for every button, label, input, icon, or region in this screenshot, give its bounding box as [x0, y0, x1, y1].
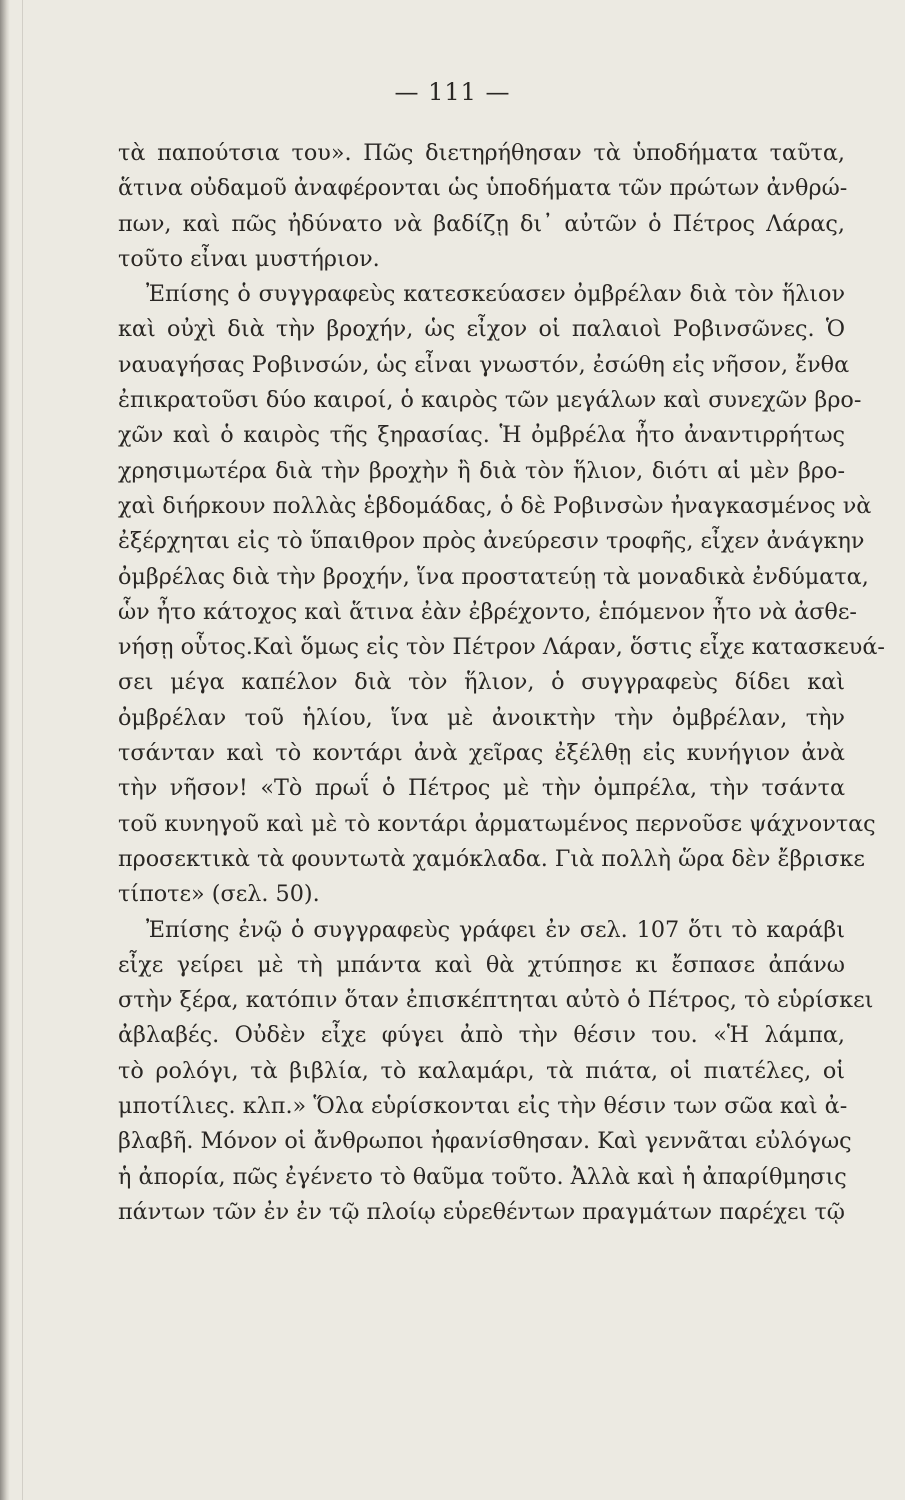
text-line: χαὶ διήρκουν πολλὰς ἑβδομάδας, ὁ δὲ Ροβινσὼν ἠναγκασμένος νὰ	[118, 492, 872, 519]
text-line: πων, καὶ πῶς ἠδύνατο νὰ βαδίζῃ δι᾽ αὐτῶν ὁ Πέτρος Λάρας,	[118, 210, 845, 237]
text-line: τίποτε» (σελ. 50).	[118, 881, 320, 908]
text-line: Ἐπίσης ἐνῷ ὁ συγγραφεὺς γράφει ἐν σελ. 107 ὅτι τὸ καράβι	[146, 916, 845, 943]
text-line: ὀμβρέλας διὰ τὴν βροχήν, ἵνα προστατεύῃ τὰ μοναδικὰ ἐνδύματα,	[118, 563, 869, 590]
text-line: καὶ οὐχὶ διὰ τὴν βροχήν, ὡς εἶχον οἱ παλαιοὶ Ροβινσῶνες. Ὁ	[118, 316, 845, 343]
text-line: νήσῃ οὗτος.Καὶ ὅμως εἰς τὸν Πέτρον Λάραν, ὅστις εἶχε κατασκευά-	[118, 634, 885, 661]
paragraph-3	[118, 913, 874, 1231]
text-line: μποτίλιες. κλπ.» Ὅλα εὑρίσκονται εἰς τὴν θέσιν των σῶα καὶ ἀ-	[118, 1093, 848, 1120]
text-line: χρησιμωτέρα διὰ τὴν βροχὴν ἢ διὰ τὸν ἥλιον, διότι αἱ μὲν βρο-	[118, 457, 845, 484]
text-line: ἀβλαβές. Οὐδὲν εἶχε φύγει ἀπὸ τὴν θέσιν του. «Ἡ λάμπα,	[118, 1022, 845, 1049]
text-line: ὧν ἦτο κάτοχος καὶ ἅτινα ἐὰν ἐβρέχοντο, ἑπόμενον ἦτο νὰ ἀσθε-	[118, 598, 857, 625]
text-line: στὴν ξέρα, κατόπιν ὅταν ἐπισκέπτηται αὐτὸ ὁ Πέτρος, τὸ εὑρίσκει	[118, 987, 874, 1014]
text-line: ναυαγήσας Ροβινσών, ὡς εἶναι γνωστόν, ἐσώθη εἰς νῆσον, ἔνθα	[118, 351, 850, 378]
page-number: — 111 —	[394, 78, 511, 106]
text-line: τὰ παπούτσια του». Πῶς διετηρήθησαν τὰ ὑποδήματα ταῦτα,	[118, 140, 845, 166]
text-line: χῶν καὶ ὁ καιρὸς τῆς ξηρασίας. Ἡ ὀμβρέλα ἦτο ἀναντιρρήτως	[118, 422, 845, 449]
page-edge-line	[22, 0, 23, 1500]
paragraph-1	[118, 136, 848, 277]
text-line: πάντων τῶν ἐν ἐν τῷ πλοίῳ εὑρεθέντων πραγμάτων παρέχει τῷ	[118, 1198, 845, 1225]
text-line: τσάνταν καὶ τὸ κοντάρι ἀνὰ χεῖρας ἐξέλθῃ εἰς κυνήγιον ἀνὰ	[118, 740, 845, 767]
text-line: σει μέγα καπέλον διὰ τὸν ἥλιον, ὁ συγγραφεὺς δίδει καὶ	[118, 669, 845, 696]
text-line: τοῦ κυνηγοῦ καὶ μὲ τὸ κοντάρι ἀρματωμένος περνοῦσε ψάχνοντας	[118, 810, 876, 837]
text-line: τοῦτο εἶναι μυστήριον.	[118, 245, 380, 272]
text-line: προσεκτικὰ τὰ φουντωτὰ χαμόκλαδα. Γιὰ πολλὴ ὥρα δὲν ἔβρισκε	[118, 845, 865, 872]
text-line: ἐξέρχηται εἰς τὸ ὕπαιθρον πρὸς ἀνεύρεσιν τροφῆς, εἶχεν ἀνάγκην	[118, 528, 865, 555]
paragraph-2	[118, 277, 885, 912]
text-line: τὸ ρολόγι, τὰ βιβλία, τὸ καλαμάρι, τὰ πιάτα, οἱ πιατέλες, οἱ	[118, 1057, 845, 1084]
body-text	[118, 136, 885, 1230]
text-line: τὴν νῆσον! «Τὸ πρωΐ ὁ Πέτρος μὲ τὴν ὀμπρέλα, τὴν τσάντα	[118, 775, 845, 802]
text-line: ἐπικρατοῦσι δύο καιροί, ὁ καιρὸς τῶν μεγάλων καὶ συνεχῶν βρο-	[118, 387, 862, 414]
text-line: βλαβῆ. Μόνον οἱ ἄνθρωποι ἠφανίσθησαν. Καὶ γεννᾶται εὐλόγως	[118, 1128, 852, 1155]
text-line: ἅτινα οὐδαμοῦ ἀναφέρονται ὡς ὑποδήματα τῶν πρώτων ἀνθρώ-	[118, 175, 848, 202]
text-line: ἡ ἀπορία, πῶς ἐγένετο τὸ θαῦμα τοῦτο. Ἀλλὰ καὶ ἡ ἀπαρίθμησις	[118, 1163, 847, 1190]
text-line: εἶχε γείρει μὲ τὴ μπάντα καὶ θὰ χτύπησε κι ἔσπασε ἀπάνω	[118, 951, 845, 978]
text-line: Ἐπίσης ὁ συγγραφεὺς κατεσκεύασεν ὀμβρέλαν διὰ τὸν ἥλιον	[146, 281, 845, 308]
page-edge-shadow	[0, 0, 10, 1500]
text-line: ὀμβρέλαν τοῦ ἡλίου, ἵνα μὲ ἀνοικτὴν τὴν ὀμβρέλαν, τὴν	[118, 704, 845, 731]
